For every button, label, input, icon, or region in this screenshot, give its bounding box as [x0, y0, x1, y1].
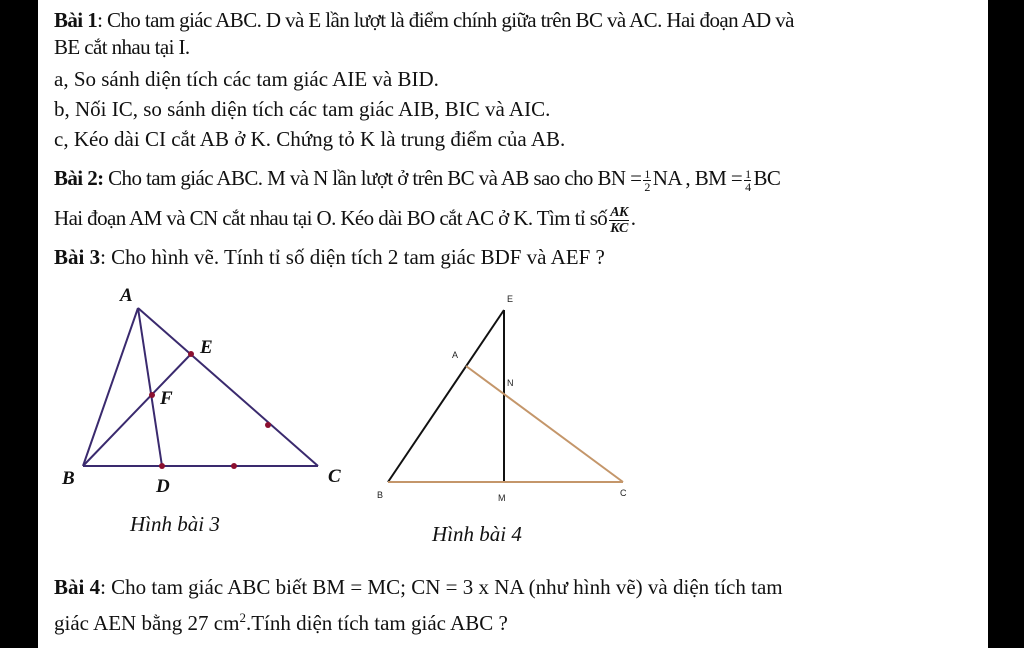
bai2-text-2b: .	[630, 206, 636, 230]
bai4-superscript: 2	[239, 610, 246, 625]
bai4-line2	[54, 606, 508, 635]
worksheet-page	[38, 0, 988, 648]
frac3-num: AK	[610, 204, 628, 220]
fig3-point-e	[188, 351, 194, 357]
bai2-text-1c: BC	[753, 166, 781, 190]
fig3-label-c: C	[328, 466, 341, 487]
fig3-label-b: B	[62, 468, 75, 489]
bai1-line2: BE cắt nhau tại I.	[54, 35, 190, 59]
fig3-label-d: D	[156, 476, 170, 497]
fig3-point-d	[159, 463, 165, 469]
fig3-mark-ac	[265, 422, 271, 428]
frac2-den: 4	[745, 179, 751, 194]
bai1-title: Bài 1	[54, 8, 98, 32]
bai1-text-1: : Cho tam giác ABC. D và E lần lượt là điểm chính giữa trên BC và AC. Hai đoạn AD và	[97, 8, 794, 32]
fig4-label-n: N	[507, 378, 514, 388]
fig3-segment-be	[83, 354, 191, 466]
frac2-num: 1	[745, 166, 751, 181]
bai2-text-2a: Hai đoạn AM và CN cắt nhau tại O. Kéo dài BO cắt AC ở K. Tìm tỉ số	[54, 206, 608, 230]
fig4-caption: Hình bài 4	[432, 522, 522, 546]
fig3-mark-bc	[231, 463, 237, 469]
fig3-segment-ac	[138, 308, 318, 466]
fig4-label-c: C	[620, 488, 627, 498]
bai3-title: Bài 3	[54, 245, 101, 269]
figure-bai4	[388, 310, 623, 482]
frac1-den: 2	[644, 179, 650, 194]
bai1-part-a: a, So sánh diện tích các tam giác AIE và BID.	[54, 67, 439, 91]
fig4-label-m: M	[498, 493, 506, 503]
fig4-label-e: E	[507, 294, 514, 304]
bai3-text: : Cho hình vẽ. Tính tỉ số diện tích 2 tam giác BDF và AEF ?	[100, 245, 605, 269]
bai2-text-1b: NA , BM =	[652, 166, 743, 190]
bai4-line1	[54, 575, 783, 599]
fig3-caption: Hình bài 3	[130, 512, 220, 536]
fig3-segment-ab	[83, 308, 138, 466]
frac1-num: 1	[644, 166, 650, 181]
figures-svg	[38, 0, 988, 648]
fig4-label-a: A	[452, 350, 459, 360]
bai1-part-b: b, Nối IC, so sánh diện tích các tam giác AIB, BIC và AIC.	[54, 97, 551, 121]
fig4-segment-be	[388, 310, 504, 482]
bai4-text-2a: giác AEN bằng 27 cm	[54, 611, 240, 635]
fig3-label-a: A	[120, 285, 133, 306]
fig3-label-f: F	[160, 388, 173, 409]
figure-bai3	[83, 308, 318, 469]
fig3-point-f	[149, 392, 155, 398]
fig4-label-b: B	[377, 490, 384, 500]
fig4-segment-ac	[466, 366, 623, 482]
fig3-label-e: E	[200, 337, 213, 358]
bai2-text-1a: Cho tam giác ABC. M và N lần lượt ở trên BC và AB sao cho BN =	[103, 166, 642, 190]
bai4-title: Bài 4	[54, 575, 101, 599]
frac3-den: KC	[610, 220, 628, 236]
bai2-title: Bài 2:	[54, 166, 104, 190]
bai1-part-c: c, Kéo dài CI cắt AB ở K. Chứng tỏ K là trung điểm của AB.	[54, 127, 566, 151]
bai4-text-1: : Cho tam giác ABC biết BM = MC; CN = 3 x NA (như hình vẽ) và diện tích tam	[100, 575, 783, 599]
bai4-text-2b: .Tính diện tích tam giác ABC ?	[245, 611, 508, 635]
